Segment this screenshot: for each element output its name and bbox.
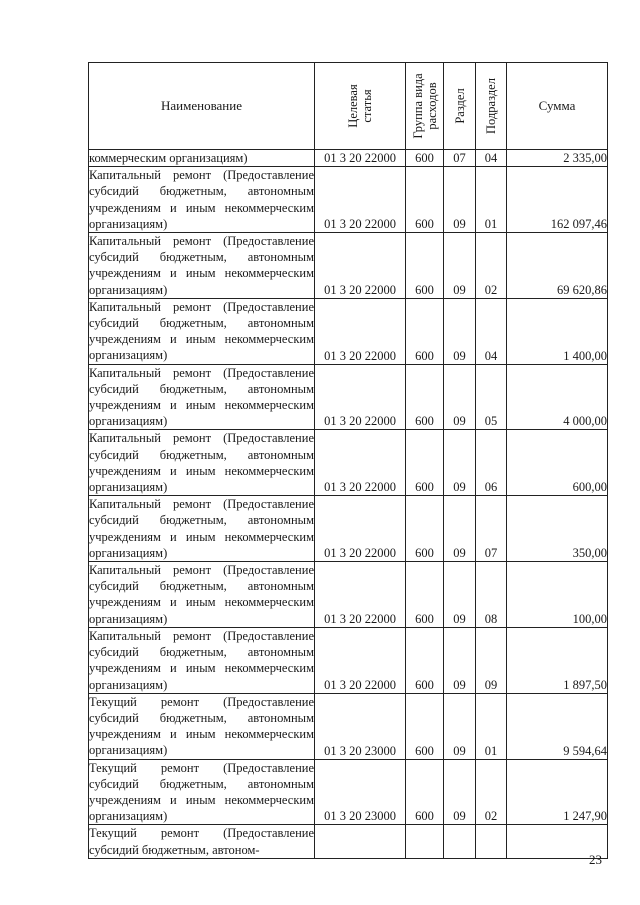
cell-section: 09 bbox=[444, 430, 476, 496]
cell-name: Капитальный ремонт (Предоставление субсидий бюджетным, автономным учреждениям и иным некоммерческим организациям) bbox=[89, 563, 314, 626]
cell-name: Текущий ремонт (Предоставление субсидий бюджетным, автоном- bbox=[89, 826, 314, 857]
cell-name: Текущий ремонт (Предоставление субсидий бюджетным, автономным учреждениям и иным некоммерческим организациям) bbox=[89, 694, 314, 758]
header-section bbox=[444, 63, 476, 150]
cell-sum: 69 620,86 bbox=[507, 233, 608, 299]
cell-article: 01 3 20 22000 bbox=[315, 562, 406, 628]
cell-group: 600 bbox=[406, 298, 444, 364]
table-row bbox=[89, 430, 608, 496]
page-number: 23 bbox=[589, 852, 602, 867]
table-row bbox=[89, 825, 608, 858]
cell-group: 600 bbox=[406, 167, 444, 233]
header-group-line1: Группа вида bbox=[410, 73, 425, 139]
budget-table bbox=[88, 62, 608, 859]
cell-sum: 1 247,90 bbox=[507, 759, 608, 825]
cell-section: 09 bbox=[444, 364, 476, 430]
cell-sum: 1 897,50 bbox=[507, 627, 608, 693]
cell-subsection: 02 bbox=[476, 759, 507, 825]
table-row bbox=[89, 496, 608, 562]
header-article bbox=[315, 63, 406, 150]
cell-group: 600 bbox=[406, 496, 444, 562]
cell-group: 600 bbox=[406, 150, 444, 167]
cell-name: Капитальный ремонт (Предоставление субсидий бюджетным, автономным учреждениям и иным некоммерческим организациям) bbox=[89, 497, 314, 560]
cell-subsection: 02 bbox=[476, 233, 507, 299]
cell-section: 09 bbox=[444, 627, 476, 693]
cell-article: 01 3 20 23000 bbox=[315, 759, 406, 825]
cell-subsection: 08 bbox=[476, 562, 507, 628]
cell-group: 600 bbox=[406, 627, 444, 693]
cell-sum: 350,00 bbox=[507, 496, 608, 562]
cell-article: 01 3 20 22000 bbox=[315, 233, 406, 299]
header-name: Наименование bbox=[89, 63, 315, 150]
cell-section bbox=[444, 825, 476, 858]
cell-section: 09 bbox=[444, 233, 476, 299]
cell-section: 09 bbox=[444, 562, 476, 628]
cell-section: 09 bbox=[444, 496, 476, 562]
cell-subsection: 01 bbox=[476, 693, 507, 759]
cell-section: 09 bbox=[444, 298, 476, 364]
cell-sum: 600,00 bbox=[507, 430, 608, 496]
header-sum: Сумма bbox=[507, 63, 608, 150]
table-row bbox=[89, 298, 608, 364]
cell-name: Текущий ремонт (Предоставление субсидий бюджетным, автономным учреждениям и иным некоммерческим организациям) bbox=[89, 760, 314, 824]
header-group bbox=[406, 63, 444, 150]
cell-sum: 9 594,64 bbox=[507, 693, 608, 759]
cell-article: 01 3 20 22000 bbox=[315, 298, 406, 364]
cell-article: 01 3 20 22000 bbox=[315, 364, 406, 430]
cell-article: 01 3 20 23000 bbox=[315, 693, 406, 759]
cell-sum: 100,00 bbox=[507, 562, 608, 628]
cell-section: 09 bbox=[444, 693, 476, 759]
cell-group: 600 bbox=[406, 693, 444, 759]
header-subsection-label: Подраздел bbox=[484, 78, 498, 134]
table-row bbox=[89, 562, 608, 628]
cell-article: 01 3 20 22000 bbox=[315, 627, 406, 693]
cell-section: 09 bbox=[444, 759, 476, 825]
header-article-line2: статья bbox=[360, 89, 374, 123]
table-row bbox=[89, 627, 608, 693]
cell-sum: 4 000,00 bbox=[507, 364, 608, 430]
cell-name: Капитальный ремонт (Предоставление субсидий бюджетным, автономным учреждениям и иным некоммерческим организациям) bbox=[89, 168, 314, 231]
cell-name: Капитальный ремонт (Предоставление субсидий бюджетным, автономным учреждениям и иным некоммерческим организациям) bbox=[89, 628, 314, 692]
cell-group bbox=[406, 825, 444, 858]
cell-subsection: 07 bbox=[476, 496, 507, 562]
header-section-label: Раздел bbox=[452, 88, 467, 124]
table-row bbox=[89, 150, 608, 167]
cell-subsection bbox=[476, 825, 507, 858]
header-group-line2: расходов bbox=[424, 82, 439, 130]
cell-section: 07 bbox=[444, 150, 476, 167]
cell-group: 600 bbox=[406, 364, 444, 430]
cell-group: 600 bbox=[406, 430, 444, 496]
header-article-line1: Целевая bbox=[346, 84, 360, 128]
cell-name: Капитальный ремонт (Предоставление субсидий бюджетным, автономным учреждениям и иным некоммерческим организациям) bbox=[89, 365, 314, 429]
cell-sum: 162 097,46 bbox=[507, 167, 608, 233]
cell-group: 600 bbox=[406, 562, 444, 628]
cell-section: 09 bbox=[444, 167, 476, 233]
cell-subsection: 06 bbox=[476, 430, 507, 496]
table-row bbox=[89, 167, 608, 233]
cell-name: Капитальный ремонт (Предоставление субсидий бюджетным, автономным учреждениям и иным некоммерческим организациям) bbox=[89, 299, 314, 363]
table-row bbox=[89, 233, 608, 299]
cell-article: 01 3 20 22000 bbox=[315, 167, 406, 233]
table-row bbox=[89, 364, 608, 430]
cell-article: 01 3 20 22000 bbox=[315, 150, 406, 167]
cell-group: 600 bbox=[406, 759, 444, 825]
cell-subsection: 01 bbox=[476, 167, 507, 233]
cell-sum: 1 400,00 bbox=[507, 298, 608, 364]
cell-sum: 2 335,00 bbox=[507, 150, 608, 167]
header-subsection bbox=[476, 63, 507, 150]
table-header-row bbox=[89, 63, 608, 150]
cell-name: Капитальный ремонт (Предоставление субсидий бюджетным, автономным учреждениям и иным некоммерческим организациям) bbox=[89, 431, 314, 495]
cell-article: 01 3 20 22000 bbox=[315, 430, 406, 496]
cell-subsection: 05 bbox=[476, 364, 507, 430]
cell-name: коммерческим организациям) bbox=[89, 150, 315, 167]
cell-article bbox=[315, 825, 406, 858]
table-row bbox=[89, 693, 608, 759]
cell-subsection: 09 bbox=[476, 627, 507, 693]
table-row bbox=[89, 759, 608, 825]
cell-subsection: 04 bbox=[476, 150, 507, 167]
cell-name: Капитальный ремонт (Предоставление субсидий бюджетным, автономным учреждениям и иным некоммерческим организациям) bbox=[89, 234, 314, 297]
cell-group: 600 bbox=[406, 233, 444, 299]
cell-article: 01 3 20 22000 bbox=[315, 496, 406, 562]
cell-subsection: 04 bbox=[476, 298, 507, 364]
